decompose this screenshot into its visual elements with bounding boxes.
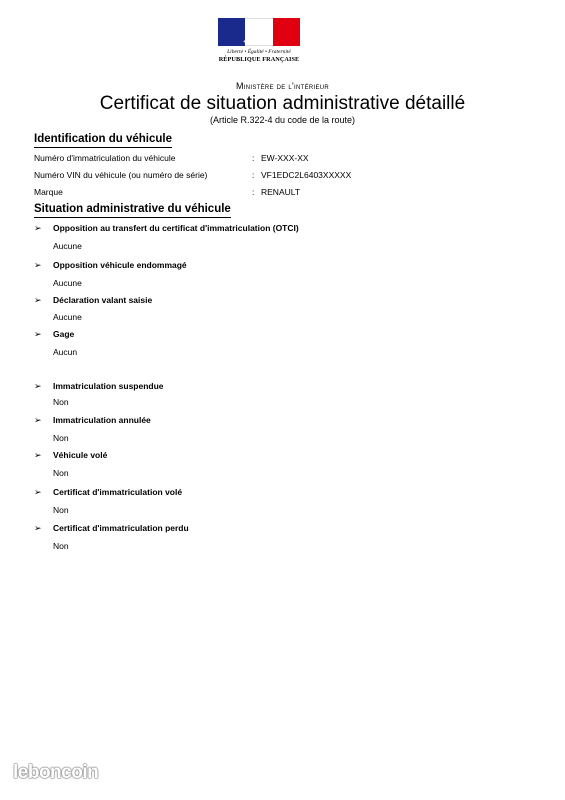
- item-label: Certificat d'immatriculation volé: [53, 487, 183, 497]
- item-label: Immatriculation annulée: [53, 415, 151, 425]
- item-label: Opposition au transfert du certificat d'immatriculation (OTCI): [53, 223, 299, 233]
- item-value: Aucun: [53, 347, 78, 357]
- republic-name: RÉPUBLIQUE FRANÇAISE: [218, 56, 300, 63]
- arrow-bullet-icon: ➢: [34, 523, 42, 533]
- item-label: Gage: [53, 329, 75, 339]
- arrow-bullet-icon: ➢: [34, 487, 42, 497]
- ministry-name: Ministère de l'intérieur: [235, 81, 330, 91]
- row-label: Numéro VIN du véhicule (ou numéro de série): [34, 170, 208, 180]
- item-value: Non: [53, 433, 69, 443]
- arrow-bullet-icon: ➢: [34, 415, 42, 425]
- arrow-bullet-icon: ➢: [34, 329, 42, 339]
- registration-number: EW-XXX-XX: [261, 153, 309, 163]
- item-label: Certificat d'immatriculation perdu: [53, 523, 189, 533]
- document-title: Certificat de situation administrative détaillé: [99, 93, 466, 114]
- republic-motto: Liberté • Égalité • Fraternité: [227, 49, 291, 55]
- item-value: Non: [53, 468, 69, 478]
- identification-heading: Identification du véhicule: [34, 133, 172, 148]
- situation-heading: Situation administrative du véhicule: [34, 203, 231, 218]
- marianne-profile-icon: [240, 20, 280, 46]
- arrow-bullet-icon: ➢: [34, 381, 42, 391]
- item-label: Opposition véhicule endommagé: [53, 260, 187, 270]
- item-label: Immatriculation suspendue: [53, 381, 164, 391]
- item-value: Non: [53, 397, 69, 407]
- item-value: Non: [53, 541, 69, 551]
- brand-value: RENAULT: [261, 187, 301, 197]
- arrow-bullet-icon: ➢: [34, 223, 42, 233]
- item-label: Déclaration valant saisie: [53, 295, 153, 305]
- arrow-bullet-icon: ➢: [34, 260, 42, 270]
- item-value: Aucune: [53, 241, 82, 251]
- leboncoin-watermark: leboncoin: [13, 762, 99, 783]
- item-label: Véhicule volé: [53, 450, 108, 460]
- article-reference: (Article R.322-4 du code de la route): [209, 115, 356, 125]
- item-value: Aucune: [53, 278, 82, 288]
- vin-number: VF1EDC2L6403XXXXX: [261, 170, 352, 180]
- row-label: Marque: [34, 187, 63, 197]
- item-value: Non: [53, 505, 69, 515]
- arrow-bullet-icon: ➢: [34, 450, 42, 460]
- row-label: Numéro d'immatriculation du véhicule: [34, 153, 176, 163]
- french-flag-icon: [218, 18, 300, 46]
- arrow-bullet-icon: ➢: [34, 295, 42, 305]
- item-value: Aucune: [53, 312, 82, 322]
- marianne-logo: [218, 18, 300, 63]
